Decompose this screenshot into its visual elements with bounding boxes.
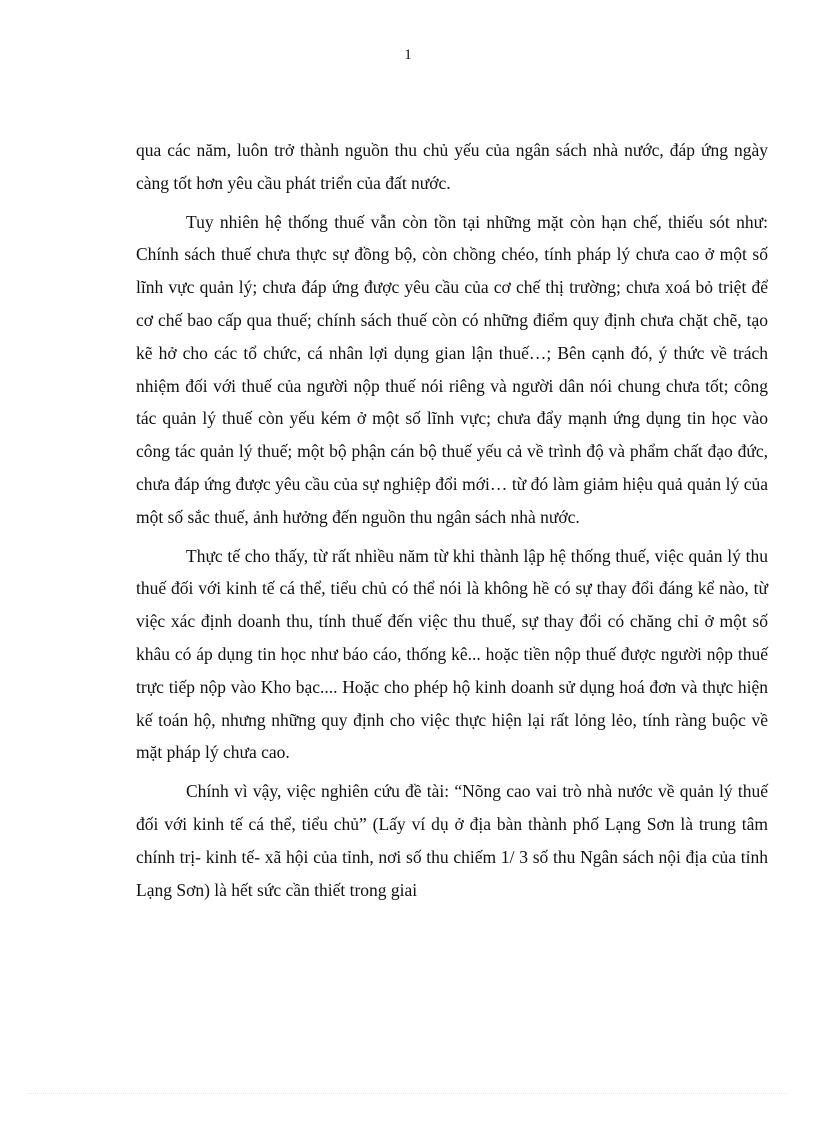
document-body — [136, 134, 768, 906]
paragraph-1: qua các năm, luôn trở thành nguồn thu chủ yếu của ngân sách nhà nước, đáp ứng ngày càng tốt hơn yêu cầu phát triển của đất nước. — [136, 140, 768, 193]
paragraph-3: Thực tế cho thấy, từ rất nhiều năm từ khi thành lập hệ thống thuế, việc quản lý thu thuế đối với kinh tế cá thể, tiểu chủ có thể nói là không hề có sự thay đổi đáng kể nào, từ việc xác định doanh thu, tính thuế đến việc thu thuế, sự thay đổi có chăng chỉ ở một số khâu có áp dụng tin học như báo cáo, thống kê... hoặc tiền nộp thuế được người nộp thuế trực tiếp nộp vào Kho bạc.... Hoặc cho phép hộ kinh doanh sử dụng hoá đơn và thực hiện kế toán hộ, nhưng những quy định cho việc thực hiện lại rất lỏng lẻo, tính ràng buộc về mặt pháp lý chưa cao. — [136, 545, 768, 763]
paragraph-4: Chính vì vậy, việc nghiên cứu đề tài: “Nõng cao vai trò nhà nước về quản lý thuế đối với kinh tế cá thể, tiểu chủ” (Lấy ví dụ ở địa bàn thành phố Lạng Sơn là trung tâm chính trị- kinh tế- xã hội của tỉnh, nơi số thu chiếm 1/ 3 số thu Ngân sách nội địa của tỉnh Lạng Sơn) là hết sức cần thiết trong giai — [136, 781, 768, 900]
page-bottom-divider — [28, 1093, 788, 1094]
paragraph-2: Tuy nhiên hệ thống thuế vẫn còn tồn tại những mặt còn hạn chế, thiếu sót như: Chính sách thuế chưa thực sự đồng bộ, còn chồng chéo, tính pháp lý chưa cao ở một số lĩnh vực quản lý; chưa đáp ứng được yêu cầu của cơ chế thị trường; chưa xoá bỏ triệt để cơ chế bao cấp qua thuế; chính sách thuế còn có những điểm quy định chưa chặt chẽ, tạo kẽ hở cho các tổ chức, cá nhân lợi dụng gian lận thuế…; Bên cạnh đó, ý thức về trách nhiệm đối với thuế của người nộp thuế nói riêng và người dân nói chung chưa tốt; công tác quản lý thuế còn yếu kém ở một số lĩnh vực; chưa đẩy mạnh ứng dụng tin học vào công tác quản lý thuế; một bộ phận cán bộ thuế yếu cả về trình độ và phẩm chất đạo đức, chưa đáp ứng được yêu cầu của sự nghiệp đổi mới… từ đó làm giảm hiệu quả quản lý của một số sắc thuế, ảnh hưởng đến nguồn thu ngân sách nhà nước. — [136, 211, 768, 527]
page-number: 1 — [404, 47, 412, 63]
